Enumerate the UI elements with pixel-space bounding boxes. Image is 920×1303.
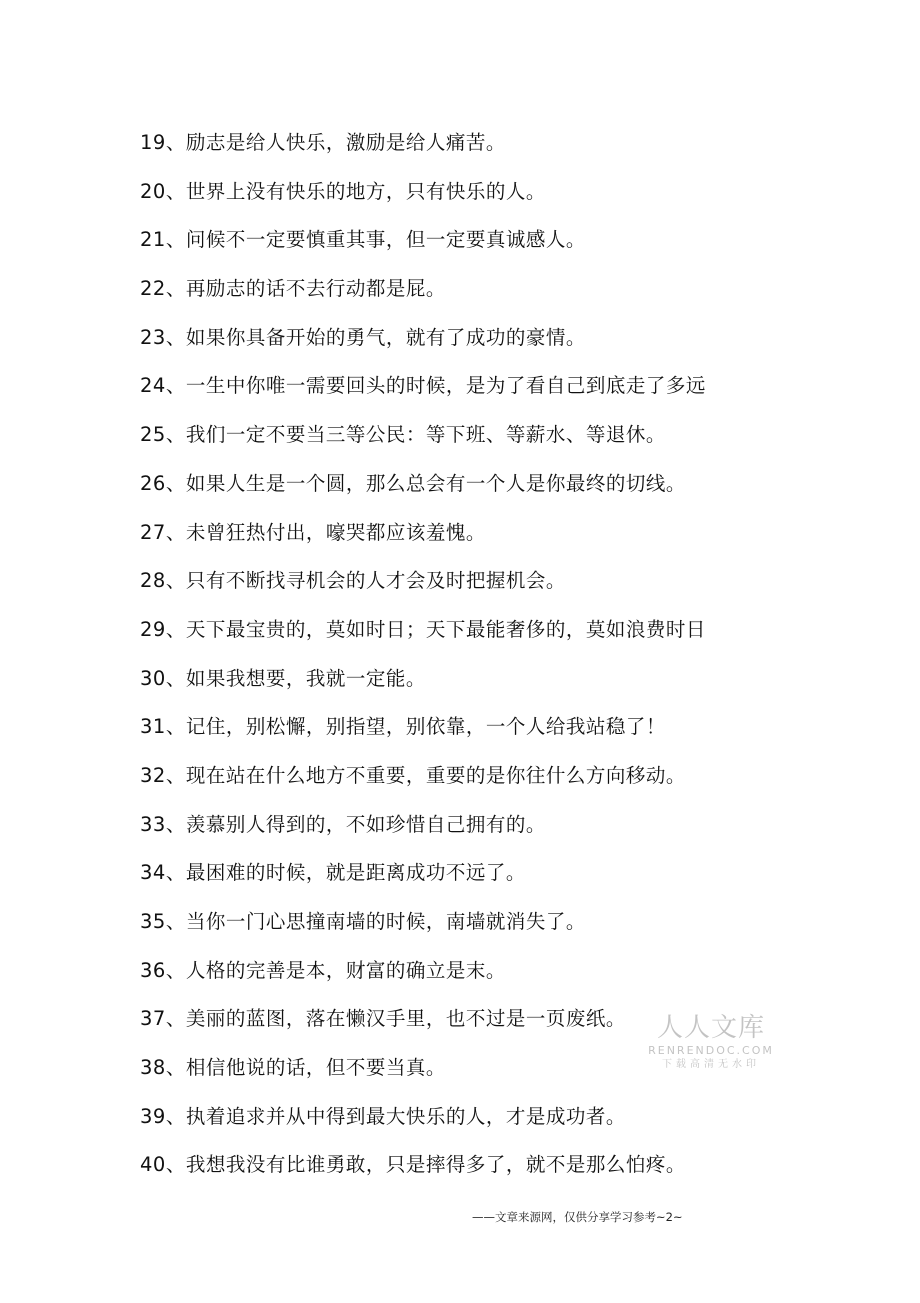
quote-line: 21、问候不一定要慎重其事，但一定要真诚感人。 [140, 228, 586, 252]
watermark-logo: 人人文库 [656, 1013, 765, 1043]
quote-line: 39、执着追求并从中得到最大快乐的人，才是成功者。 [140, 1104, 626, 1128]
watermark-tagline: 下载高清无水印 [662, 1059, 760, 1070]
quote-line: 31、记住，别松懈，别指望，别依靠，一个人给我站稳了！ [140, 715, 666, 739]
quote-line: 26、如果人生是一个圆，那么总会有一个人是你最终的切线。 [140, 471, 686, 495]
quote-line: 25、我们一定不要当三等公民：等下班、等薪水、等退休。 [140, 423, 666, 447]
quote-line: 38、相信他说的话，但不要当真。 [140, 1056, 446, 1080]
quote-line: 24、一生中你唯一需要回头的时候，是为了看自己到底走了多远 [140, 374, 706, 398]
quote-line: 23、如果你具备开始的勇气，就有了成功的豪情。 [140, 325, 586, 349]
quote-line: 30、如果我想要，我就一定能。 [140, 666, 426, 690]
quote-line: 20、世界上没有快乐的地方，只有快乐的人。 [140, 179, 546, 203]
quote-line: 29、天下最宝贵的，莫如时日；天下最能奢侈的，莫如浪费时日 [140, 617, 706, 641]
quote-line: 34、最困难的时候，就是距离成功不远了。 [140, 861, 526, 885]
quote-line: 22、再励志的话不去行动都是屁。 [140, 277, 446, 301]
quote-line: 37、美丽的蓝图，落在懒汉手里，也不过是一页废纸。 [140, 1007, 626, 1031]
quote-line: 33、羡慕别人得到的，不如珍惜自己拥有的。 [140, 812, 546, 836]
quote-line: 27、未曾狂热付出，嚎哭都应该羞愧。 [140, 520, 486, 544]
watermark [646, 1012, 776, 1072]
page-footer: ——文章来源网，仅供分享学习参考~2~ [472, 1210, 683, 1224]
watermark-domain: RENRENDOC.COM [648, 1044, 774, 1057]
quote-line: 36、人格的完善是本，财富的确立是末。 [140, 958, 506, 982]
quote-line: 32、现在站在什么地方不重要，重要的是你往什么方向移动。 [140, 763, 686, 787]
quote-line: 40、我想我没有比谁勇敢，只是摔得多了，就不是那么怕疼。 [140, 1153, 686, 1177]
quote-line: 19、励志是给人快乐，激励是给人痛苦。 [140, 131, 506, 154]
quote-line: 35、当你一门心思撞南墙的时候，南墙就消失了。 [140, 910, 586, 933]
quote-line: 28、只有不断找寻机会的人才会及时把握机会。 [140, 569, 566, 593]
